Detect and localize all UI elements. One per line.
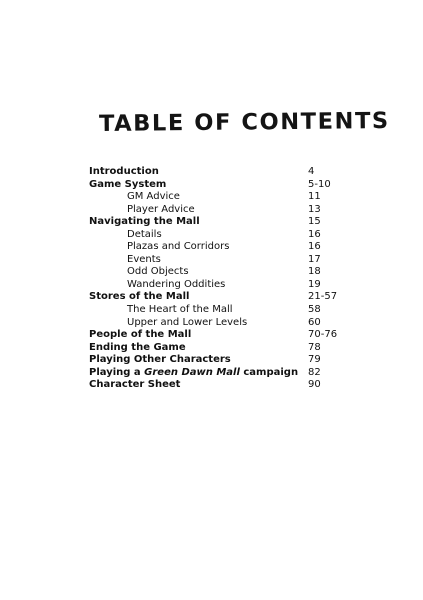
toc-entry-label: Introduction: [89, 166, 159, 177]
toc-entry-label: Navigating the Mall: [89, 216, 200, 228]
toc-subentry-page: 60: [308, 316, 321, 328]
toc-entry-page: 82: [308, 366, 321, 378]
toc-entry-label: Playing Other Characters: [89, 354, 231, 366]
toc-subentry-page: 16: [308, 241, 321, 253]
toc-entry-page: 90: [308, 379, 321, 391]
toc-entry[interactable]: [89, 354, 349, 367]
toc-entry-page: 4: [308, 166, 315, 177]
toc-subentry-page: 17: [308, 253, 321, 265]
toc-entry-label-after: campaign: [239, 366, 299, 378]
toc-entry[interactable]: [89, 367, 349, 380]
toc-entry-label: Ending the Game: [89, 341, 186, 353]
toc-subentry[interactable]: [89, 229, 349, 242]
toc-subentry[interactable]: [89, 254, 349, 267]
toc-entry[interactable]: [89, 379, 349, 392]
toc-entry[interactable]: [89, 342, 349, 355]
toc-subentry-label: Events: [127, 253, 161, 265]
toc-subentry-label: GM Advice: [127, 191, 180, 203]
toc-entry-label: Character Sheet: [89, 379, 181, 391]
toc-subentry-label: Details: [127, 228, 162, 240]
toc-subentry-label: Upper and Lower Levels: [127, 316, 248, 328]
toc-subentry-label: Wandering Oddities: [127, 278, 226, 290]
toc-subentry-page: 16: [308, 228, 321, 240]
table-of-contents: [89, 166, 349, 392]
toc-subentry-label: Player Advice: [127, 203, 195, 215]
toc-entry-page: 21-57: [308, 291, 338, 303]
toc-subentry[interactable]: [89, 266, 349, 279]
toc-subentry-page: 18: [308, 266, 321, 278]
toc-entry-page: 15: [308, 216, 321, 228]
toc-entry-label-before: Playing a: [89, 366, 145, 378]
page-title: TABLE OF CONTENTS: [98, 107, 390, 137]
toc-entry[interactable]: [89, 166, 349, 179]
toc-entry-page: 5-10: [308, 178, 331, 190]
campaign-title: Green Dawn Mall: [144, 366, 240, 378]
toc-entry-label: People of the Mall: [89, 329, 192, 341]
toc-entry-label: Game System: [89, 178, 167, 190]
toc-entry[interactable]: [89, 216, 349, 229]
toc-subentry-label: The Heart of the Mall: [127, 304, 233, 316]
toc-entry-page: 79: [308, 354, 321, 366]
toc-subentry[interactable]: [89, 191, 349, 204]
toc-subentry-label: Odd Objects: [127, 266, 189, 278]
toc-subentry-label: Plazas and Corridors: [127, 241, 230, 253]
toc-entry[interactable]: [89, 291, 349, 304]
toc-subentry[interactable]: [89, 304, 349, 317]
toc-subentry-page: 11: [308, 191, 321, 203]
toc-subentry-page: 13: [308, 203, 321, 215]
toc-subentry-page: 19: [308, 278, 321, 290]
toc-subentry[interactable]: [89, 241, 349, 254]
toc-subentry[interactable]: [89, 279, 349, 292]
toc-entry-label: Stores of the Mall: [89, 291, 190, 303]
toc-entry[interactable]: [89, 329, 349, 342]
toc-entry[interactable]: [89, 179, 349, 192]
toc-entry-page: 70-76: [308, 329, 338, 341]
toc-entry-page: 78: [308, 341, 321, 353]
toc-entry-label: [89, 367, 298, 380]
toc-subentry[interactable]: [89, 317, 349, 330]
toc-subentry[interactable]: [89, 204, 349, 217]
toc-subentry-page: 58: [308, 304, 321, 316]
